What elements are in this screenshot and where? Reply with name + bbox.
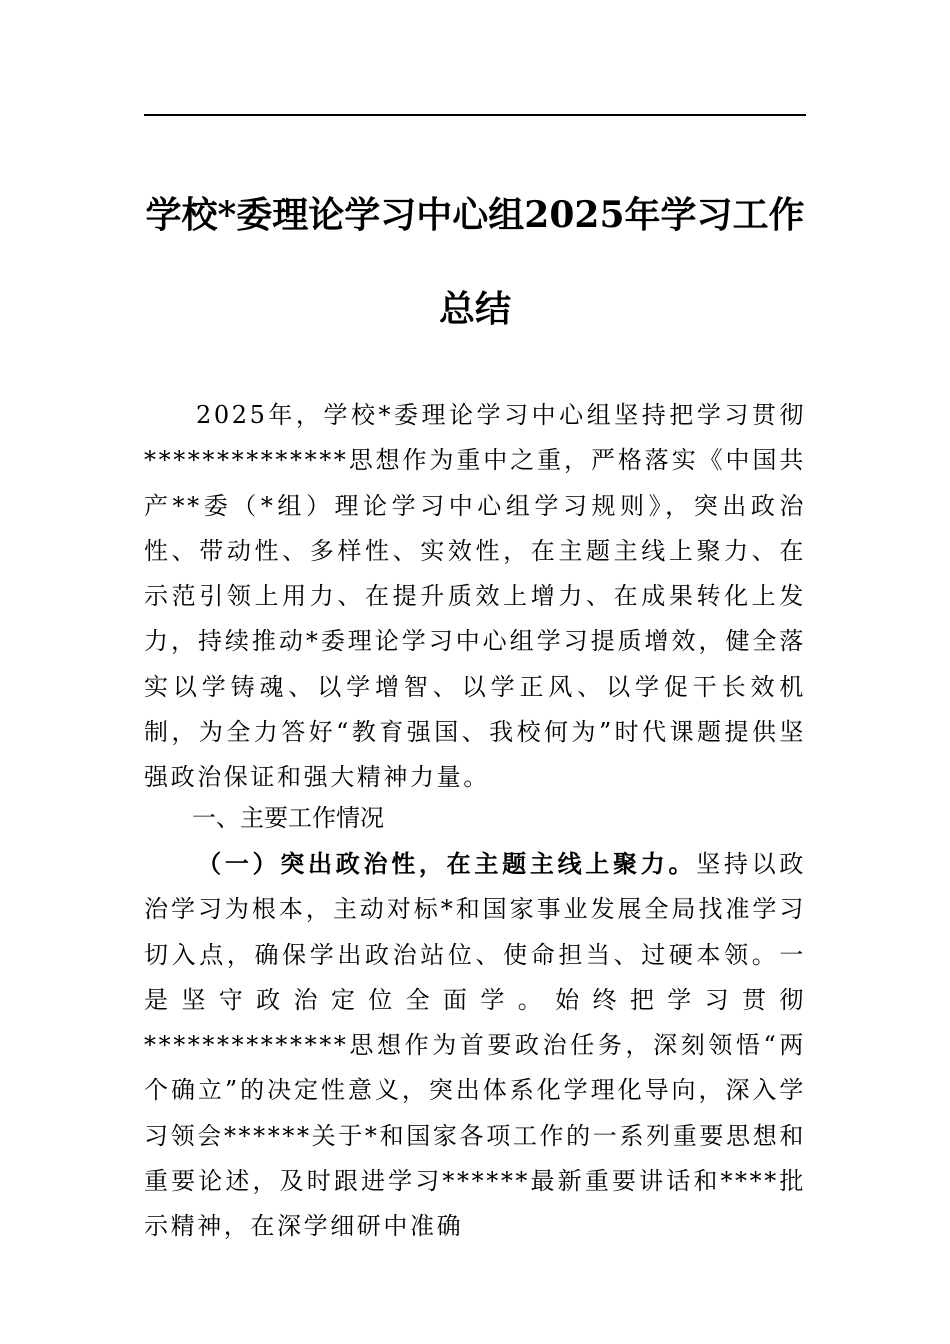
subsection-heading-1: （一）突出政治性，在主题主线上聚力。 [196, 850, 697, 878]
intro-paragraph-text: 2025年，学校*委理论学习中心组坚持把学习贯彻**************思想作为重中之重，严格落实《中国共产**委（*组）理论学习中心组学习规则》，突出政治性、带动性、多样性、实效性，在主题主线上聚力、在示范引领上用力、在提升质效上增力、在成果转化上发力，持续推动*委理论学习中心组学习提质增效，健全落实以学铸魂、以学增智、以学正风、以学促干长效机制，为全力答好“教育强国、我校何为”时代课题提供坚强政治保证和强大精神力量。 [144, 401, 806, 792]
title-line-2: 总结 [438, 288, 511, 330]
header-rule [144, 114, 806, 116]
subsection-body-1: 坚持以政治学习为根本，主动对标*和国家事业发展全局找准学习切入点，确保学出政治站位、使命担当、过硬本领。一是坚守政治定位全面学。始终把学习贯彻**************思想作为首要政治任务，深刻领悟“两个确立”的决定性意义，突出体系化学理化导向，深入学习领会******关于*和国家各项工作的一系列重要思想和重要论述，及时跟进学习******最新重要讲话和****批示精神，在深学细研中准确 [144, 850, 806, 1241]
document-title [144, 168, 806, 356]
title-line-1: 学校*委理论学习中心组2025年学习工作 [145, 194, 805, 236]
subsection-paragraph-1 [144, 842, 806, 1250]
intro-paragraph [144, 393, 806, 801]
section-heading-1: 一、主要工作情况 [192, 804, 384, 832]
